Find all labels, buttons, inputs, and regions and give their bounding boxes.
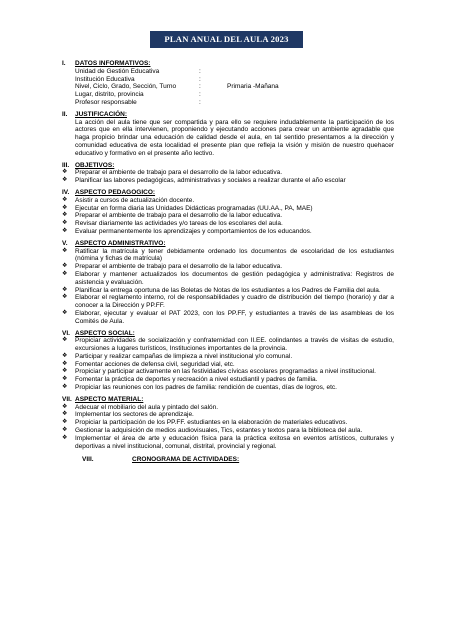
bullet-icon: ❖ bbox=[62, 286, 68, 293]
section-heading bbox=[62, 330, 394, 338]
list-item bbox=[62, 169, 394, 177]
bullet-icon: ❖ bbox=[62, 419, 68, 426]
bullet-icon: ❖ bbox=[62, 352, 68, 359]
list-item-text: Revisar diariamente las actividades y/o tareas de los escolares del aula. bbox=[75, 220, 283, 228]
info-row bbox=[62, 76, 394, 84]
list-item-text: Implementar los sectores de aprendizaje. bbox=[75, 411, 194, 419]
bullet-icon: ❖ bbox=[62, 434, 68, 441]
list-item bbox=[62, 384, 394, 392]
list-item-text: Preparar el ambiente de trabajo para el desarrollo de la labor educativa. bbox=[75, 212, 283, 220]
list-item bbox=[62, 435, 394, 451]
list-item bbox=[62, 419, 394, 427]
list-item-text: Propiciar actividades de socialización y confraternidad con II.EE. colindantes a través de visitas de estudio, excursiones a lugares turísticos, Instituciones importantes de la provincia. bbox=[75, 337, 394, 353]
info-value: Primaria -Mañana bbox=[227, 83, 279, 91]
bullet-icon: ❖ bbox=[62, 247, 68, 254]
bullet-icon: ❖ bbox=[62, 411, 68, 418]
list-item bbox=[62, 205, 394, 213]
section-title: ASPECTO ADMINISTRATIVO: bbox=[75, 239, 166, 247]
bullet-icon: ❖ bbox=[62, 220, 68, 227]
bullet-icon: ❖ bbox=[62, 204, 68, 211]
list-item bbox=[62, 411, 394, 419]
bullet-icon: ❖ bbox=[62, 196, 68, 203]
list-item-text: Adecuar el mobiliario del aula y pintado del salón. bbox=[75, 403, 219, 411]
info-row bbox=[62, 99, 394, 107]
bullet-icon: ❖ bbox=[62, 384, 68, 391]
section-title: CRONOGRAMA DE ACTIVIDADES: bbox=[132, 456, 240, 464]
info-label: Lugar, distrito, provincia bbox=[75, 91, 144, 99]
bullet-icon: ❖ bbox=[62, 212, 68, 219]
info-value bbox=[227, 91, 394, 99]
list-item-text: Ratificar la matrícula y tener debidamente ordenado los documentos de escolaridad de los estudiantes (nómina y fichas de matrícula) bbox=[75, 247, 394, 263]
section-heading bbox=[62, 240, 394, 248]
section-justificacion bbox=[62, 111, 394, 158]
list-item-text: Fomentar acciones de defensa civil, seguridad vial, etc. bbox=[75, 360, 235, 368]
info-value bbox=[227, 68, 394, 76]
document-title: PLAN ANUAL DEL AULA 2023 bbox=[150, 31, 303, 48]
list-item bbox=[62, 294, 394, 310]
section-number: VIII. bbox=[82, 456, 94, 464]
justification-paragraph: La acción del aula tiene que ser compartida y para ello se requiere indudablemente la participación de los actores que en ella intervienen, proponiendo y ejecutando acciones para crear un ambiente agradable que haga propicio brindar una educación de calidad desde el aula, en tal sentido presentamos a la dirección y comunidad educativa de esta localidad el presente plan que refleja la visión y misión de nuestro quehacer educativo y formativo en el presente año lectivo. bbox=[75, 118, 394, 157]
info-value bbox=[227, 99, 394, 107]
info-label: Nivel, Ciclo, Grado, Sección, Turno bbox=[75, 83, 177, 91]
bullet-icon: ❖ bbox=[62, 294, 68, 301]
info-value bbox=[227, 76, 394, 84]
list-item-text: Elaborar, ejecutar y evaluar el PAT 2023, con los PP.FF, y estudiantes a través de las asambleas de los Comités de Aula. bbox=[75, 309, 394, 325]
list-item bbox=[62, 212, 394, 220]
list-item-text: Evaluar permanentemente los aprendizajes y comportamientos de los educandos. bbox=[75, 227, 312, 235]
info-label: Profesor responsable bbox=[75, 98, 137, 106]
info-label: Unidad de Gestión Educativa bbox=[75, 67, 160, 75]
bullet-list bbox=[62, 169, 394, 185]
bullet-icon: ❖ bbox=[62, 360, 68, 367]
section-heading bbox=[62, 396, 394, 404]
document-body bbox=[62, 60, 394, 464]
section-heading bbox=[62, 111, 394, 119]
bullet-icon: ❖ bbox=[62, 368, 68, 375]
section-number: VI. bbox=[62, 329, 70, 337]
section-heading bbox=[62, 189, 394, 197]
section-cronograma bbox=[62, 456, 394, 464]
list-item bbox=[62, 353, 394, 361]
list-item bbox=[62, 197, 394, 205]
info-colon: : bbox=[199, 67, 201, 75]
list-item bbox=[62, 310, 394, 326]
list-item bbox=[62, 228, 394, 236]
info-colon: : bbox=[199, 91, 201, 99]
list-item bbox=[62, 271, 394, 287]
section-number: IV. bbox=[62, 188, 70, 196]
bullet-list bbox=[62, 404, 394, 451]
bullet-icon: ❖ bbox=[62, 309, 68, 316]
section-number: III. bbox=[62, 161, 70, 169]
info-colon: : bbox=[199, 83, 201, 91]
list-item-text: Planificar las labores pedagógicas, administrativas y sociales a realizar durante el año escolar bbox=[75, 177, 346, 185]
list-item-text: Fomentar la práctica de deportes y recreación a nivel estudiantil y padres de familia. bbox=[75, 376, 318, 384]
section-number: I. bbox=[62, 60, 66, 67]
section-aspecto-material bbox=[62, 396, 394, 451]
bullet-icon: ❖ bbox=[62, 177, 68, 184]
list-item-text: Propiciar la participación de los PP.FF. estudiantes en la elaboración de materiales educativos. bbox=[75, 419, 348, 427]
bullet-icon: ❖ bbox=[62, 337, 68, 344]
bullet-list bbox=[62, 248, 394, 326]
section-heading bbox=[62, 162, 394, 170]
list-item-text: Ejecutar en forma diaria las Unidades Didácticas programadas (UU.AA., PA, MAE) bbox=[75, 204, 313, 212]
section-aspecto-pedagogico bbox=[62, 189, 394, 236]
list-item-text: Preparar el ambiente de trabajo para el desarrollo de la labor educativa. bbox=[75, 169, 283, 177]
list-item-text: Elaborar el reglamento interno, rol de responsabilidades y cuadro de distribución del tiempo (horario) y dar a conocer a la Dirección y PP.FF. bbox=[75, 294, 394, 310]
section-number: II. bbox=[62, 110, 68, 118]
section-number: V. bbox=[62, 239, 68, 247]
info-row bbox=[62, 68, 394, 76]
bullet-list bbox=[62, 197, 394, 236]
section-number: VII. bbox=[62, 395, 72, 403]
bullet-list bbox=[62, 337, 394, 392]
bullet-icon: ❖ bbox=[62, 263, 68, 270]
list-item-text: Preparar el ambiente de trabajo para el desarrollo de la labor educativa. bbox=[75, 263, 283, 271]
list-item bbox=[62, 337, 394, 353]
info-label: Institución Educativa bbox=[75, 75, 135, 83]
bullet-icon: ❖ bbox=[62, 376, 68, 383]
section-datos-informativos bbox=[62, 60, 394, 107]
list-item bbox=[62, 220, 394, 228]
list-item bbox=[62, 287, 394, 295]
list-item-text: Participar y realizar campañas de limpieza a nivel institucional y/o comunal. bbox=[75, 352, 293, 360]
section-aspecto-social bbox=[62, 330, 394, 392]
list-item-text: Elaborar y mantener actualizados los documentos de gestión pedagógica y administrativa: Registros de asistencia y evaluación. bbox=[75, 270, 394, 286]
list-item bbox=[62, 404, 394, 412]
list-item-text: Gestionar la adquisición de medios audiovisuales, Tics, estantes y textos para la biblioteca del aula. bbox=[75, 427, 363, 435]
section-heading bbox=[62, 60, 394, 68]
list-item bbox=[62, 177, 394, 185]
section-aspecto-administrativo bbox=[62, 240, 394, 326]
list-item-text: Propiciar y participar activamente en las festividades cívicas escolares programadas a nivel institucional. bbox=[75, 368, 376, 376]
bullet-icon: ❖ bbox=[62, 227, 68, 234]
info-row bbox=[62, 83, 394, 91]
list-item-text: Planificar la entrega oportuna de las Boletas de Notas de los estudiantes a los Padres de Familia del aula. bbox=[75, 286, 381, 294]
list-item bbox=[62, 427, 394, 435]
list-item bbox=[62, 263, 394, 271]
section-title: ASPECTO MATERIAL: bbox=[75, 395, 144, 403]
section-title: JUSTIFICACIÓN: bbox=[75, 110, 127, 118]
section-title: DATOS INFORMATIVOS: bbox=[75, 60, 151, 67]
list-item bbox=[62, 361, 394, 369]
list-item-text: Asistir a cursos de actualización docente. bbox=[75, 196, 195, 204]
bullet-icon: ❖ bbox=[62, 270, 68, 277]
info-row bbox=[62, 91, 394, 99]
section-title: ASPECTO SOCIAL: bbox=[75, 329, 135, 337]
list-item-text: Implementar el área de arte y educación física para la práctica exitosa en eventos artísticos, culturales y deportivas a nivel institucional, comunal, distrital, provincial y regional. bbox=[75, 434, 394, 450]
list-item bbox=[62, 368, 394, 376]
list-item bbox=[62, 248, 394, 264]
info-colon: : bbox=[199, 98, 201, 106]
list-item-text: Propiciar las reuniones con los padres de familia: rendición de cuentas, días de logros, etc. bbox=[75, 384, 337, 392]
section-title: OBJETIVOS: bbox=[75, 161, 115, 169]
bullet-icon: ❖ bbox=[62, 427, 68, 434]
bullet-icon: ❖ bbox=[62, 169, 68, 176]
section-objetivos bbox=[62, 162, 394, 185]
section-title: ASPECTO PEDAGOGICO: bbox=[75, 188, 156, 196]
bullet-icon: ❖ bbox=[62, 403, 68, 410]
info-colon: : bbox=[199, 75, 201, 83]
list-item bbox=[62, 376, 394, 384]
